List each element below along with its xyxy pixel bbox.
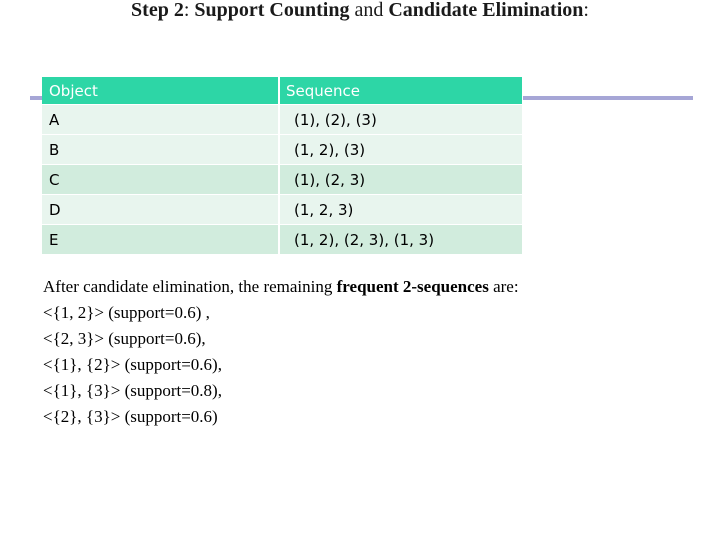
cell-object: E [42, 225, 280, 254]
table-row [42, 105, 522, 135]
sequence-table [42, 77, 522, 255]
slide-title [0, 0, 720, 20]
title-and: and [354, 0, 384, 21]
cell-object: A [42, 105, 280, 134]
result-item: <{1, 2}> (support=0.6) , [43, 303, 210, 322]
table-header-row [42, 77, 522, 105]
intro-suffix: are: [488, 277, 519, 296]
result-item: <{2}, {3}> (support=0.6) [43, 407, 218, 426]
table-row [42, 135, 522, 165]
title-part2: Candidate Elimination [388, 0, 584, 21]
title-end: : [583, 0, 589, 21]
intro-prefix: After candidate elimination, the remaining [43, 277, 337, 296]
cell-sequence: (1), (2), (3) [294, 110, 377, 129]
table-row [42, 195, 522, 225]
cell-sequence: (1), (2, 3) [294, 170, 366, 189]
result-item: <{2, 3}> (support=0.6), [43, 329, 206, 348]
cell-object: C [42, 165, 280, 194]
title-part1: Support Counting [194, 0, 350, 21]
title-colon: : [183, 0, 190, 21]
cell-object: D [42, 195, 280, 224]
cell-sequence: (1, 2), (2, 3), (1, 3) [294, 230, 435, 249]
title-step: Step 2 [131, 0, 184, 21]
intro-bold: frequent 2-sequences [336, 277, 489, 296]
result-intro [43, 274, 519, 300]
decorative-rule-right [523, 96, 693, 100]
result-item: <{1}, {3}> (support=0.8), [43, 381, 222, 400]
cell-sequence: (1, 2), (3) [294, 140, 366, 159]
table-row [42, 225, 522, 255]
table-row [42, 165, 522, 195]
cell-object: B [42, 135, 280, 164]
cell-sequence: (1, 2, 3) [294, 200, 354, 219]
result-text [43, 274, 519, 430]
header-sequence: Sequence [286, 81, 360, 100]
result-item: <{1}, {2}> (support=0.6), [43, 355, 222, 374]
header-object: Object [42, 77, 280, 104]
